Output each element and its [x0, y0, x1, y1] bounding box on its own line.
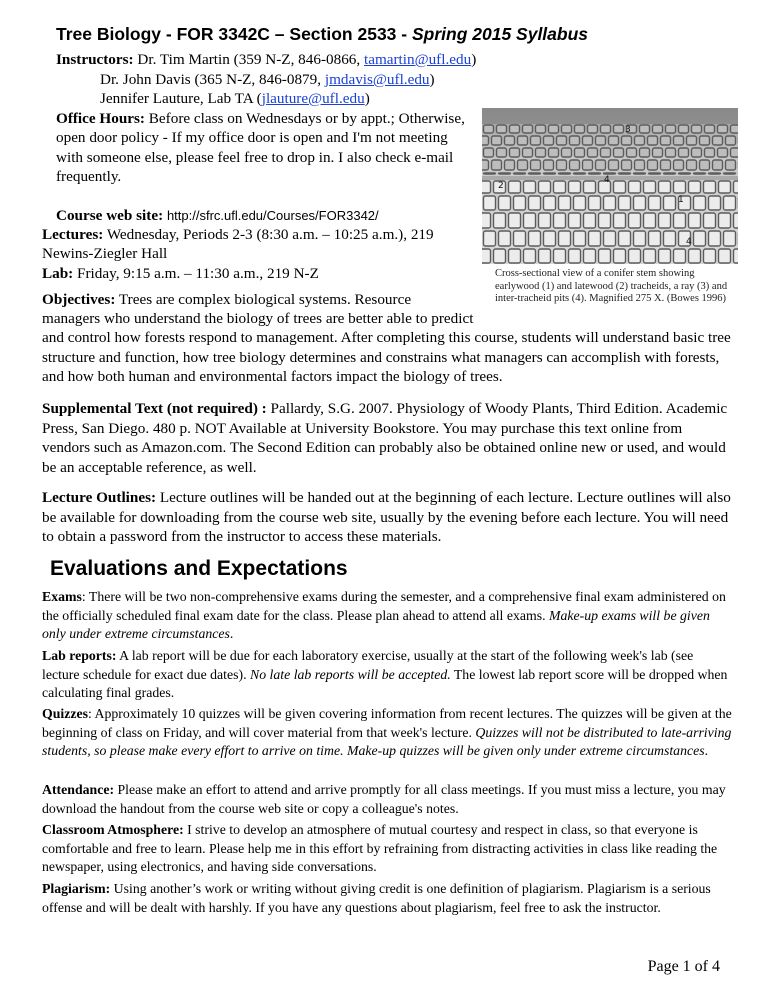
title-main: Tree Biology - FOR 3342C – Section 2533 - — [56, 24, 412, 44]
lectures-info — [42, 225, 472, 264]
page-title — [56, 24, 588, 45]
lab-reports-end: The lowest lab report score will be dropped when calculating final grades. — [42, 666, 728, 700]
close-paren-2: ) — [429, 71, 435, 88]
plagiarism-text: Using another’s work or writing without giving credit is one definition of plagiarism. Plagiarism is a serious offense and will be dealt with harshly. If you have any questions about plagiarism, feel free to ask the instructor. — [42, 881, 711, 915]
page-number: Page 1 of 4 — [647, 958, 720, 975]
website-link[interactable]: http://sfrc.ufl.edu/Courses/FOR3342/ — [166, 208, 379, 223]
lecture-outlines — [42, 488, 732, 547]
figure-caption: Cross-sectional view of a conifer stem showing earlywood (1) and latewood (2) tracheids, a ray (3) and inter-tracheid pits (4). Magnified 275 X. (Bowes 1996) — [495, 268, 728, 305]
exams-paragraph — [42, 588, 732, 644]
objectives-line-2: managers who understand the biology of trees are better able to predict — [42, 310, 474, 327]
exams-text: : There will be two non-comprehensive exams during the semester, and a comprehensive final exam administered on the officially scheduled final exam date for the class. Please plan ahead to attend all exams. — [42, 589, 726, 623]
instructor-line-3 — [100, 89, 370, 108]
lab-reports-paragraph — [42, 647, 732, 703]
email-link-tamartin[interactable]: tamartin@ufl.edu — [363, 51, 472, 68]
figure-marker-3: 3 — [625, 125, 631, 135]
lectures-label: Lectures: — [42, 226, 104, 243]
section-heading: Evaluations and Expectations — [50, 557, 348, 580]
close-paren-1: ) — [471, 51, 477, 68]
attendance-text: Please make an effort to attend and arrive promptly for all class meetings. If you must miss a lecture, you may download the handout from the course web site or copy a colleague's notes. — [42, 782, 726, 816]
atmosphere-paragraph — [42, 821, 732, 877]
instructor-line-1 — [56, 50, 476, 69]
lab-text: Friday, 9:15 a.m. – 11:30 a.m., 219 N-Z — [73, 265, 319, 282]
figure-marker-2: 2 — [498, 181, 504, 191]
quizzes-end: . — [704, 743, 709, 758]
lab-info — [42, 264, 319, 283]
quizzes-text: : Approximately 10 quizzes will be given covering information from recent lectures. The quizzes will be given at the beginning of class on Friday, and will cover material from that week's lecture. — [42, 706, 732, 740]
figure-marker-4-bottom: 4 — [686, 237, 692, 247]
instructor-line-2 — [100, 70, 435, 89]
email-link-jlauture[interactable]: jlauture@ufl.edu — [261, 90, 365, 107]
objectives-line-1 — [42, 290, 411, 309]
lectures-text: Wednesday, Periods 2-3 (8:30 a.m. – 10:25 a.m.), 219 Newins-Ziegler Hall — [42, 226, 434, 263]
instructor-2-text: Dr. John Davis (365 N-Z, 846-0879, — [100, 71, 325, 88]
exams-italic: Make-up exams will be given only under extreme circumstances — [42, 607, 710, 641]
quizzes-label: Quizzes — [42, 706, 88, 721]
quizzes-italic: Quizzes will not be distributed to late-arriving students, so please make every effort to arrive on time. Make-up quizzes will be given only under extreme circumstances — [42, 724, 732, 758]
supplemental-text — [42, 399, 732, 477]
exams-end: . — [229, 626, 234, 641]
lab-reports-italic: No late lab reports will be accepted. — [250, 666, 451, 682]
attendance-paragraph — [42, 781, 732, 818]
instructor-3-text: Jennifer Lauture, Lab TA ( — [100, 90, 262, 107]
objectives-body: and control how forests respond to management. After completing this course, students will understand basic tree structure and function, how tree biology determines and constrains what managers can accomplish with forests, and how both human and environmental factors impact the biology of trees. — [42, 329, 731, 386]
conifer-micrograph-image — [482, 108, 738, 264]
figure-marker-4-top: 4 — [604, 175, 610, 185]
supplemental-body: Pallardy, S.G. 2007. Physiology of Woody Plants, Third Edition. Academic Press, San Diego. 480 p. NOT Available at University Bookstore. You may purchase this text online from vendors such as Amazon.com. The Second Edition can probably also be obtained online new or used, and would be an acceptable reference, as well. — [42, 400, 728, 476]
office-hours — [56, 109, 474, 187]
objectives-line-1-text: Trees are complex biological systems. Resource — [115, 291, 412, 308]
course-website — [56, 206, 379, 225]
supplemental-label: Supplemental Text (not required) : — [42, 400, 267, 417]
atmosphere-label: Classroom Atmosphere: — [42, 822, 184, 837]
email-link-jmdavis[interactable]: jmdavis@ufl.edu — [324, 71, 430, 88]
attendance-label: Attendance: — [42, 782, 115, 797]
office-hours-text: Before class on Wednesdays or by appt.; Otherwise, open door policy - If my office door is open and I'm not meeting with someone else, please feel free to drop in. I also check e-mail frequently. — [56, 110, 465, 186]
lab-label: Lab: — [42, 265, 74, 282]
instructors-label: Instructors: — [56, 51, 134, 68]
title-term: Spring 2015 Syllabus — [411, 24, 589, 44]
instructor-1-text: Dr. Tim Martin (359 N-Z, 846-0866, — [133, 51, 364, 68]
outlines-body: Lecture outlines will be handed out at the beginning of each lecture. Lecture outlines will also be available for downloading from the course web site, usually by the evening before each lecture. You will need to obtain a password from the instructor to access these materials. — [42, 489, 731, 546]
plagiarism-paragraph — [42, 880, 732, 917]
objectives-label: Objectives: — [42, 291, 116, 308]
office-hours-label: Office Hours: — [56, 110, 145, 127]
quizzes-paragraph — [42, 705, 732, 761]
figure-marker-1: 1 — [678, 195, 684, 205]
exams-label: Exams — [42, 589, 82, 604]
atmosphere-text: I strive to develop an atmosphere of mutual courtesy and respect in class, so that everyone is comfortable and free to learn. Please help me in this effort by refraining from distracting activities in class like reading the newspaper, using electronics, and having side conversations. — [42, 822, 718, 874]
plagiarism-label: Plagiarism: — [42, 881, 111, 896]
lab-reports-label: Lab reports: — [42, 648, 117, 663]
lab-reports-text: A lab report will be due for each laboratory exercise, usually at the start of the following week's lab (see lecture schedule for exact due dates). — [42, 648, 694, 682]
website-label: Course web site: — [56, 207, 164, 224]
close-paren-3: ) — [364, 90, 370, 107]
outlines-label: Lecture Outlines: — [42, 489, 157, 506]
